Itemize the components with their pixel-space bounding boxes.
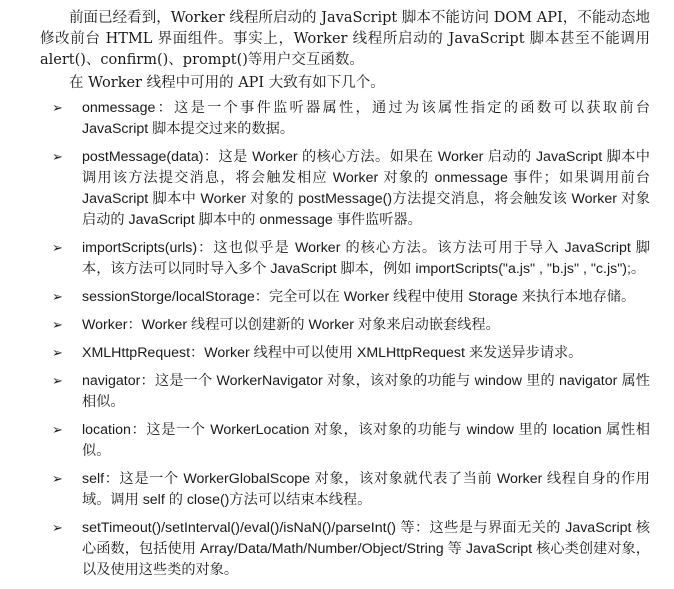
arrow-bullet-icon: ➢ <box>52 101 63 116</box>
api-list-lead: 在 Worker 线程中可用的 API 大致有如下几个。 <box>69 75 385 91</box>
list-item-text: postMessage(data)：这是 Worker 的核心方法。如果在 Worker 启动的 JavaScript 脚本中调用该方法提交消息，将会触发相应 Worker 对象的 onmessage 事件；如果调用前台 JavaScript 脚本中 Worker 对象的 postMessage()方法提交消息，将会触发该 Worker 对象启动的 JavaScript 脚本中的 onmessage 事件监听器。 <box>82 149 650 228</box>
api-list <box>40 98 650 581</box>
list-item-text: Worker：Worker 线程可以创建新的 Worker 对象来启动嵌套线程。 <box>82 317 500 333</box>
intro-paragraph: 前面已经看到，Worker 线程所启动的 JavaScript 脚本不能访问 DOM API，不能动态地修改前台 HTML 界面组件。事实上，Worker 线程所启动的 JavaScript 脚本甚至不能调用 alert()、confirm()、prompt()等用户交互函数。 <box>40 10 650 68</box>
arrow-bullet-icon: ➢ <box>52 290 63 305</box>
list-item-text: setTimeout()/setInterval()/eval()/isNaN()/parseInt() 等：这些是与界面无关的 JavaScript 核心函数，包括使用 Array/Data/Math/Number/Object/String 等 JavaScript 核心类创建对象，以及使用这些类的对象。 <box>82 520 650 578</box>
list-item-text: importScripts(urls)：这也似乎是 Worker 的核心方法。该方法可用于导入 JavaScript 脚本，该方法可以同时导入多个 JavaScript 脚本，例如 importScripts("a.js" , "b.js" , "c.js");。 <box>82 240 650 277</box>
list-item-text: self：这是一个 WorkerGlobalScope 对象，该对象就代表了当前 Worker 线程自身的作用域。调用 self 的 close()方法可以结束本线程。 <box>82 471 650 508</box>
list-item-text: XMLHttpRequest：Worker 线程中可以使用 XMLHttpRequest 来发送异步请求。 <box>82 345 583 361</box>
list-item-core-functions <box>40 518 650 581</box>
arrow-bullet-icon: ➢ <box>52 318 63 333</box>
list-item-xmlhttprequest <box>40 343 650 364</box>
list-item-importscripts <box>40 238 650 280</box>
list-item-location <box>40 420 650 462</box>
list-item-text: sessionStorge/localStorage：完全可以在 Worker 线程中使用 Storage 来执行本地存储。 <box>82 289 636 305</box>
list-item-postmessage <box>40 147 650 231</box>
list-item-text: navigator：这是一个 WorkerNavigator 对象，该对象的功能与 window 里的 navigator 属性相似。 <box>82 373 650 410</box>
list-item-text: location：这是一个 WorkerLocation 对象，该对象的功能与 window 里的 location 属性相似。 <box>82 422 650 459</box>
arrow-bullet-icon: ➢ <box>52 521 63 536</box>
arrow-bullet-icon: ➢ <box>52 346 63 361</box>
arrow-bullet-icon: ➢ <box>52 150 63 165</box>
list-item-self <box>40 469 650 511</box>
list-item-storage <box>40 287 650 308</box>
arrow-bullet-icon: ➢ <box>52 472 63 487</box>
arrow-bullet-icon: ➢ <box>52 241 63 256</box>
document-page <box>40 8 650 588</box>
list-item-navigator <box>40 371 650 413</box>
list-item-onmessage <box>40 98 650 140</box>
list-item-worker <box>40 315 650 336</box>
list-item-text: onmessage：这是一个事件监听器属性，通过为该属性指定的函数可以获取前台 JavaScript 脚本提交过来的数据。 <box>82 100 650 137</box>
arrow-bullet-icon: ➢ <box>52 374 63 389</box>
arrow-bullet-icon: ➢ <box>52 423 63 438</box>
